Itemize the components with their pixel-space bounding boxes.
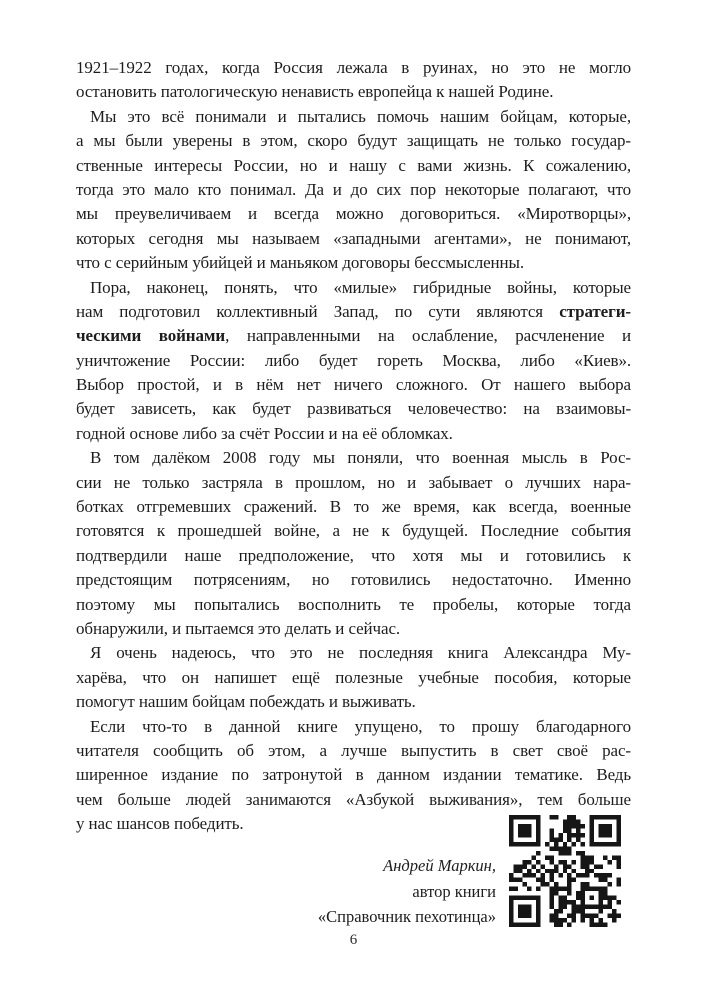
text-line: остановить патологическую ненависть европейца к нашей Родине. [76, 82, 554, 102]
text-line: читателя сообщить об этом, а лучше выпустить в свет своё рас- [76, 740, 631, 760]
paragraph [76, 56, 631, 105]
text-line: Выбор простой, и в нём нет ничего сложного. От нашего выбора [76, 375, 631, 395]
paragraph [76, 276, 631, 447]
text-line: В том далёком 2008 году мы поняли, что военная мысль в Рос- [90, 448, 631, 468]
page-number: 6 [349, 932, 358, 948]
text-line: которых сегодня мы называем «западными агентами», не понимают, [76, 228, 631, 248]
text-line: ширенное издание по затронутой в данном издании тематике. Ведь [76, 765, 631, 785]
text-line: чем больше людей занимаются «Азбукой выживания», тем больше [76, 789, 631, 809]
paragraph [76, 105, 631, 276]
paragraph [76, 641, 631, 714]
text-line: сии не только застряла в прошлом, но и забывает о лучших нара- [76, 472, 631, 492]
text-line: поэтому мы попытались восполнить те пробелы, которые тогда [76, 594, 631, 614]
text-line: харёва, что он напишет ещё полезные учебные пособия, которые [76, 667, 631, 687]
signature-line: «Справочник пехотинца» [317, 907, 496, 927]
text-line: 1921–1922 годах, когда Россия лежала в руинах, но это не могло [76, 58, 631, 77]
signature-line: Андрей Маркин, [383, 856, 496, 875]
text-line: будет зависеть, как будет развиваться человечество: на взаимовы- [76, 399, 631, 419]
text-line: тогда это мало кто понимал. Да и до сих пор некоторые полагают, что [76, 179, 631, 199]
text-line: у нас шансов победить. [76, 814, 244, 834]
text-line: ботках отгремевших сражений. В то же время, как всегда, военные [76, 497, 631, 517]
text-line: помогут нашим бойцам побеждать и выживать. [76, 692, 416, 712]
text-line: нам подготовил коллективный Запад, по сути являются стратеги- [76, 301, 631, 321]
paragraph [76, 446, 631, 641]
signature-line: автор книги [412, 881, 496, 901]
text-line: Мы это всё понимали и пытались помочь нашим бойцам, которые, [90, 106, 631, 126]
body-text [76, 56, 631, 837]
text-line: Пора, наконец, понять, что «милые» гибридные войны, которые [90, 277, 631, 297]
text-line: а мы были уверены в этом, скоро будут защищать не только государ- [76, 131, 631, 151]
text-line: уничтожение России: либо будет гореть Москва, либо «Киев». [76, 350, 631, 370]
text-line: ственные интересы России, но и нашу с вами жизнь. К сожалению, [76, 155, 631, 175]
signature [318, 853, 496, 930]
text-line: годной основе либо за счёт России и на её обломках. [76, 423, 453, 443]
text-line: обнаружили, и пытаемся это делать и сейчас. [76, 618, 401, 638]
text-line: подтвердили наше предположение, что хотя мы и готовились к [76, 545, 631, 565]
text-line: мы преувеличиваем и всегда можно договориться. «Миротворцы», [76, 204, 631, 224]
qr-code [509, 815, 621, 927]
text-line: что с серийным убийцей и маньяком договоры бессмысленны. [76, 253, 525, 273]
text-line: ческими войнами, направленными на ослабление, расчленение и [76, 326, 631, 346]
text-line: Если что-то в данной книге упущено, то прошу благодарного [90, 716, 631, 736]
text-line: Я очень надеюсь, что это не последняя книга Александра Му- [90, 643, 631, 663]
text-line: предстоящим потрясениям, но готовились недостаточно. Именно [76, 570, 631, 590]
text-line: готовятся к прошедшей войне, а не к будущей. Последние события [76, 521, 631, 541]
